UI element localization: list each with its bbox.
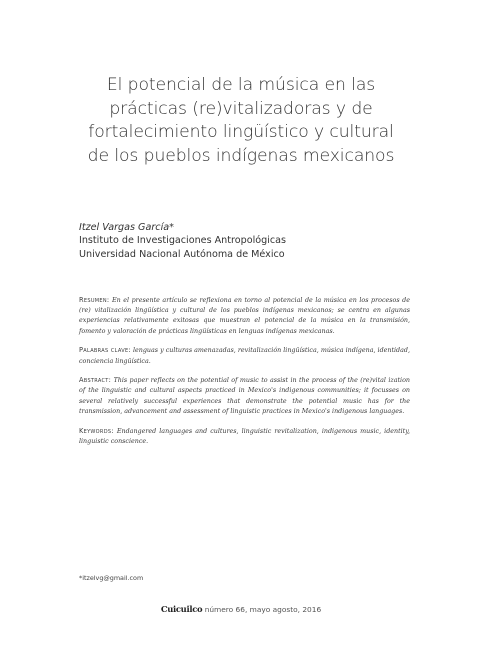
abstract-text: This paper reflects on the potential of music to assist in the process of the (re)vital ization of the linguistic and cultural aspects practiced in Mexico's indigenous communities; it focusses on several relatively successful experiences that demonstrate the potential music has for the transmission, advancement and assessment of linguistic practices in Mexico's indigenous languages. [79,377,410,415]
abstract-paragraph [79,375,410,417]
author-affiliation-2: Universidad Nacional Autónoma de México [79,248,285,260]
resumen-label: Resumen: [79,296,110,304]
journal-logo: Cuicuilco [160,604,203,614]
article-title [50,74,432,168]
keywords-paragraph [79,426,410,447]
author-email-footnote: *itzelvg@gmail.com [79,574,144,582]
abstract-label: Abstract: [79,376,112,385]
author-name: Itzel Vargas García* [79,222,174,233]
title-line-1: El potencial de la música en las [106,75,376,95]
title-line-3: fortalecimiento lingüístico y cultural [88,122,394,142]
author-block [79,221,286,261]
title-line-2: prácticas (re)vitalizadoras y de [109,98,373,119]
resumen-text: En el presente artículo se reflexiona en torno al potencial de la música en los procesos de (re) vitalización lingüística y cultural de los pueblos indígenas mexicanos; se centra en algunas experiencias relativamente exitosas que muestran el potencial de la música en la transmisión, fomento y valoración de prácticas lingüísticas en lenguas indígenas mexicanas. [79,297,410,335]
palabras-clave-label: Palabras clave: [79,346,131,355]
page-footer [0,604,482,614]
author-affiliation-1: Instituto de Investigaciones Antropológicas [79,235,287,247]
palabras-clave-paragraph [79,345,410,366]
keywords-label: Keywords: [79,426,114,435]
palabras-clave-text: lenguas y culturas amenazadas, revitalización lingüística, música indígena, identidad, conciencia lingüística. [79,347,410,365]
issue-info: número 66, mayo agosto, 2016 [204,605,322,614]
title-line-4: de los pueblos indígenas mexicanos [87,145,395,166]
abstracts-block [79,295,410,455]
keywords-text: Endangered languages and cultures, linguistic revitalization, indigenous music, identity, linguistic conscience. [79,427,410,445]
resumen-paragraph [79,295,410,337]
